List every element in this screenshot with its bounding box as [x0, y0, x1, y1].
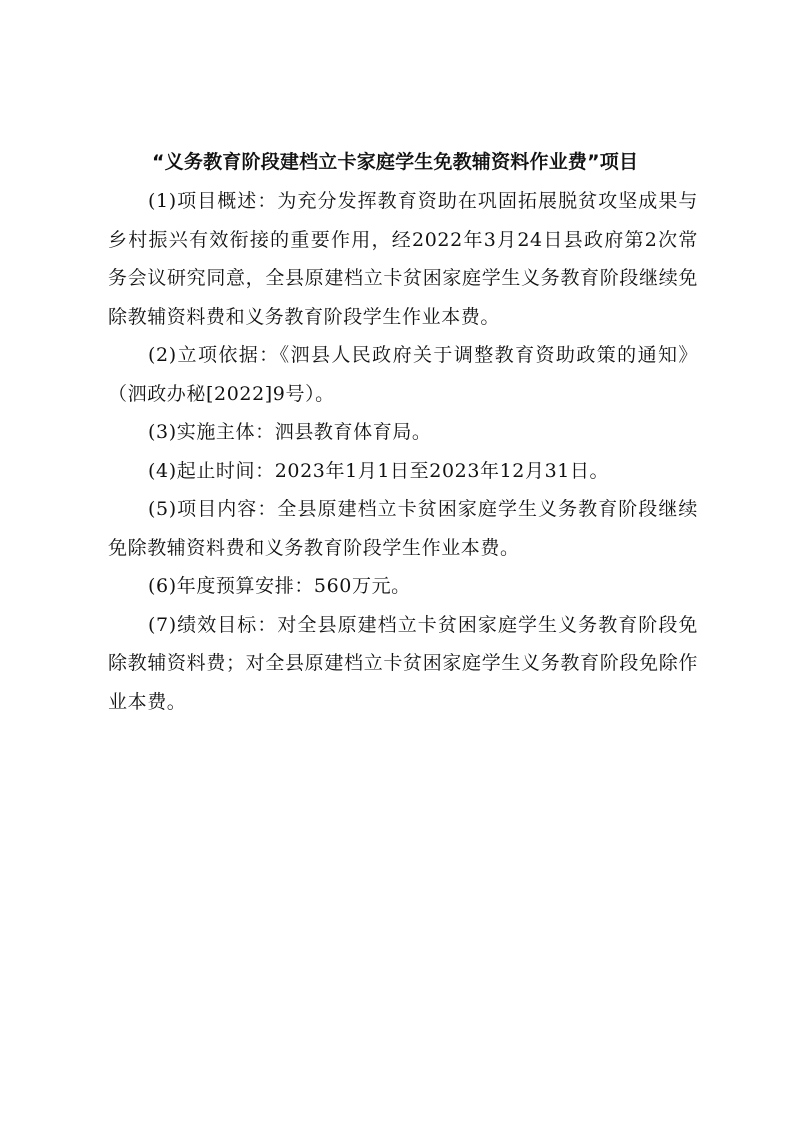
item-content [108, 490, 698, 567]
item-label: (3)实施主体： [148, 421, 275, 443]
item-label: (4)起止时间： [148, 459, 275, 482]
item-label: (5)项目内容： [148, 498, 278, 520]
item-label: (2)立项依据： [148, 344, 280, 366]
item-label: (1)项目概述： [148, 190, 278, 212]
item-implementer [108, 413, 698, 452]
item-overview [108, 182, 698, 336]
item-text: 《泗县人民政府关于调整教育资助政策的通知》（泗政办秘[2022]9号）。 [108, 344, 698, 405]
item-text: 为充分发挥教育资助在巩固拓展脱贫攻坚成果与乡村振兴有效衔接的重要作用，经2022年3月24日县政府第2次常务会议研究同意，全县原建档立卡贫困家庭学生义务教育阶段继续免除教辅资料费和义务教育阶段学生作业本费。 [108, 190, 699, 328]
item-basis [108, 336, 698, 413]
item-text: 对全县原建档立卡贫困家庭学生义务教育阶段免除教辅资料费；对全县原建档立卡贫困家庭学生义务教育阶段免除作业本费。 [108, 613, 699, 713]
document-title: “义务教育阶段建档立卡家庭学生免教辅资料作业费”项目 [152, 151, 639, 173]
item-budget [108, 567, 698, 606]
item-text: 全县原建档立卡贫困家庭学生义务教育阶段继续免除教辅资料费和义务教育阶段学生作业本费。 [108, 498, 699, 559]
item-text: 2023年1月1日至2023年12月31日。 [274, 459, 610, 482]
item-period [108, 452, 698, 491]
item-label: (6)年度预算安排： [148, 575, 314, 597]
document-body [108, 142, 698, 721]
item-text: 泗县教育体育局。 [274, 421, 432, 443]
item-goals [108, 606, 698, 722]
item-text: 560万元。 [313, 575, 411, 597]
item-label: (7)绩效目标： [148, 613, 278, 636]
